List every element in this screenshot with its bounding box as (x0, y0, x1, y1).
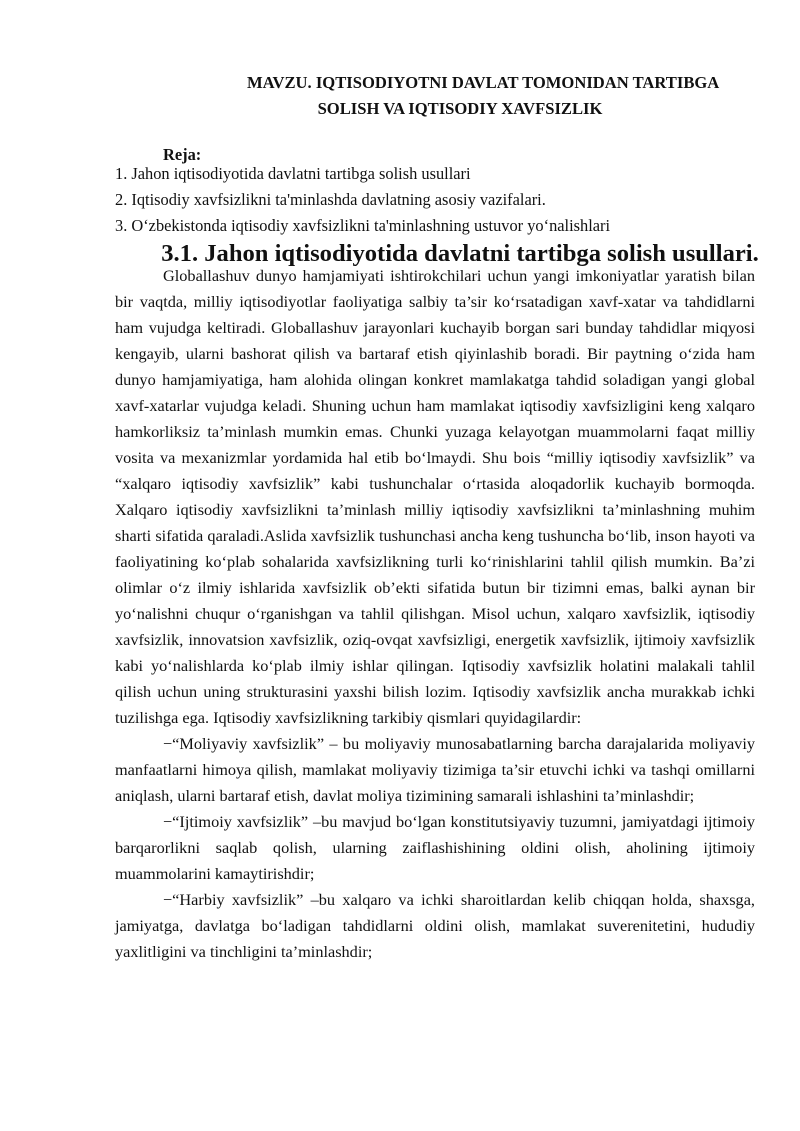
plan-label: Reja: (163, 145, 202, 164)
plan-list (115, 161, 755, 239)
body-paragraph-intro: Globallashuv dunyo hamjamiyati ishtirokchilari uchun yangi imkoniyatlar yaratish bilan bir vaqtda, milliy iqtisodiyotlar faoliyatiga salbiy ta’sir ko‘rsatadigan xavf-xatar va tahdidlarni ham vujudga keltiradi. Globallashuv jarayonlari kuchayib borgan sari bunday tahdidlar miqyosi kengayib, ularni bashorat qilish va bartaraf etish qiyinlashib boradi. Bir paytning o‘zida ham dunyo hamjamiyatiga, ham alohida olingan konkret mamlakatga tahdid soladigan yangi global xavf-xatarlar vujudga keladi. Shuning uchun ham mamlakat iqtisodiy xavfsizligini keng xalqaro hamkorliksiz ta’minlash mumkin emas. Chunki yuzaga kelayotgan muammolarni faqat milliy vosita va mexanizmlar yordamida hal etib bo‘lmaydi. Shu bois “milliy iqtisodiy xavfsizlik” va “xalqaro iqtisodiy xavfsizlik” kabi tushunchalar o‘rtasida aloqadorlik kuchayib bormoqda. Xalqaro iqtisodiy xavfsizlikni ta’minlash milliy iqtisodiy xavfsizlikni ta’minlashning muhim sharti sifatida qaraladi.Aslida xavfsizlik tushunchasi ancha keng tushuncha bo‘lib, inson hayoti va faoliyatining ko‘plab sohalarida xavfsizlikning turli ko‘rinishlarini tahlil qilish mumkin. Ba’zi olimlar o‘z ilmiy ishlarida xavfsizlik ob’ekti sifatida butun bir tizimni emas, balki aynan bir yo‘nalishni chuqur o‘rganishgan va tahlil qilishgan. Misol uchun, xalqaro xavfsizlik, iqtisodiy xavfsizlik, innovatsion xavfsizlik, oziq-ovqat xavfsizligi, energetik xavfsizlik, ijtimoiy xavfsizlik kabi yo‘nalishlarda ko‘plab ilmiy ishlar qilingan. Iqtisodiy xavfsizlik holatini malakali tahlil qilish uchun uning strukturasini yaxshi bilish lozim. Iqtisodiy xavfsizlik ancha murakkab ichki tuzilishga ega. Iqtisodiy xavfsizlikning tarkibiy qismlari quyidagilardir: (115, 266, 755, 727)
plan-item-1: 1. Jahon iqtisodiyotida davlatni tartibga solish usullari (115, 164, 471, 183)
plan-item-2: 2. Iqtisodiy xavfsizlikni ta'minlashda davlatning asosiy vazifalari. (115, 190, 546, 209)
body-text (115, 263, 755, 965)
section-title: 3.1. Jahon iqtisodiyotida davlatni tartibga solish usullari. (161, 240, 759, 267)
body-paragraph-financial-security: −“Moliyaviy xavfsizlik” – bu moliyaviy munosabatlarning barcha darajalarida moliyaviy manfaatlarni himoya qilish, mamlakat moliyaviy tizimiga ta’sir etuvchi ichki va tashqi omillarni aniqlash, ularni bartaraf etish, davlat moliya tizimining samarali ishlashini ta’minlashdir; (115, 734, 755, 805)
document-title-line-1: MAVZU. IQTISODIYOTNI DAVLAT TOMONIDAN TARTIBGA (247, 73, 720, 92)
document-title-line-2: SOLISH VA IQTISODIY XAVFSIZLIK (317, 99, 603, 118)
body-paragraph-social-security: −“Ijtimoiy xavfsizlik” –bu mavjud bo‘lgan konstitutsiyaviy tuzumni, jamiyatdagi ijtimoiy barqarorlikni saqlab qolish, ularning zaiflashishining oldini olish, aholining ijtimoiy muammolarini kamaytirishdir; (115, 812, 755, 883)
document-title (115, 70, 720, 122)
body-paragraph-military-security: −“Harbiy xavfsizlik” –bu xalqaro va ichki sharoitlardan kelib chiqqan holda, shaxsga, jamiyatga, davlatga bo‘ladigan tahdidlarni oldini olish, mamlakat suverenitetini, hududiy yaxlitligini va tinchligini ta’minlashdir; (115, 890, 755, 961)
plan-item-3: 3. O‘zbekistonda iqtisodiy xavfsizlikni ta'minlashning ustuvor yo‘nalishlari (115, 216, 611, 235)
